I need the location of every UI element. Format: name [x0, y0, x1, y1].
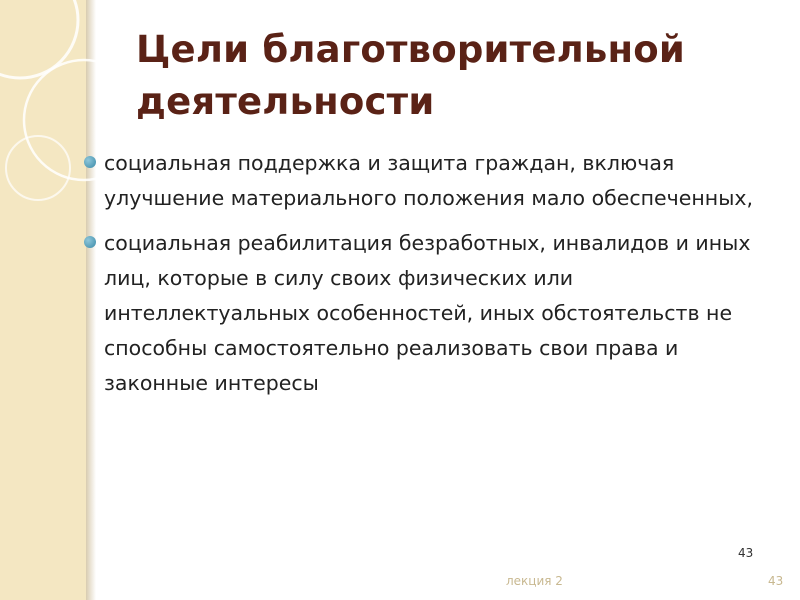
- bullet-list: [82, 146, 772, 411]
- bullet-dot-icon: [84, 156, 96, 168]
- footer-label: лекция 2: [506, 574, 563, 588]
- slide-number: 43: [738, 546, 754, 560]
- slide-title: Цели благотворительной деятельности: [136, 28, 686, 123]
- bullet-item: [82, 226, 772, 401]
- bullet-item: [82, 146, 772, 216]
- bullet-text: социальная поддержка и защита граждан, включая улучшение материального положения мало обеспеченных,: [104, 151, 754, 210]
- footer-page-number: 43: [768, 574, 784, 588]
- bullet-text: социальная реабилитация безработных, инвалидов и иных лиц, которые в силу своих физических или интеллектуальных особенностей, иных обстоятельств не способны самостоятельно реализовать свои права и законные интересы: [104, 231, 751, 395]
- bullet-dot-icon: [84, 236, 96, 248]
- left-decorative-band: [0, 0, 86, 600]
